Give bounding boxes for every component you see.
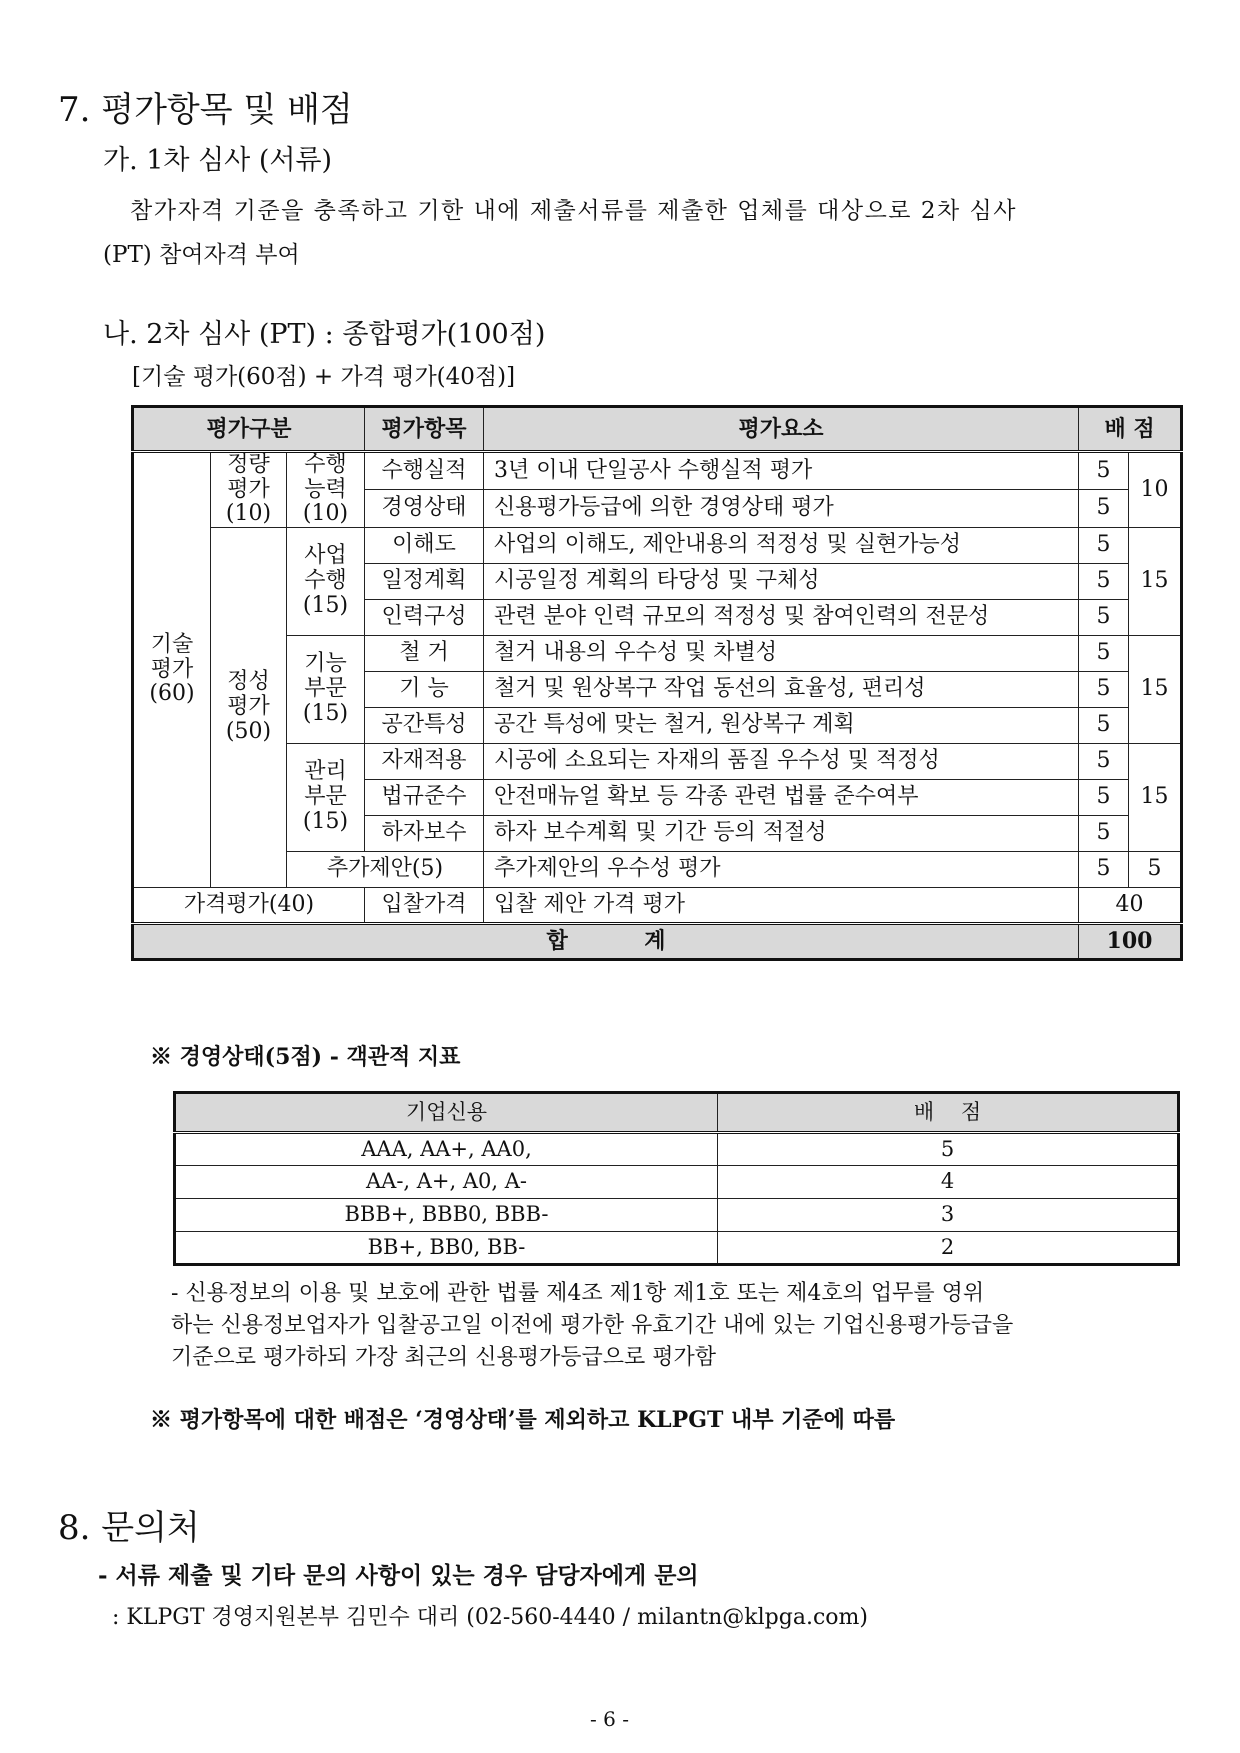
score-cell: 5 [1079, 671, 1129, 707]
scoring-note: ※ 평가항목에 대한 배점은 ‘경영상태’를 제외하고 KLPGT 내부 기준에 따름 [150, 1407, 896, 1433]
score-cell: 5 [1079, 851, 1129, 887]
element-cell: 입찰 제안 가격 평가 [484, 887, 1079, 923]
score-cell: 5 [1079, 563, 1129, 599]
group-total-cell: 15 [1129, 527, 1182, 635]
credit-score-cell: 5 [718, 1133, 1179, 1166]
element-cell: 관련 분야 인력 규모의 적정성 및 참여인력의 전문성 [484, 599, 1079, 635]
credit-desc-line2: 하는 신용정보업자가 입찰공고일 이전에 평가한 유효기간 내에 있는 기업신용평가등급을 [171, 1313, 1014, 1338]
credit-row [175, 1133, 1179, 1166]
mgmt-cell: 관리 부문 (15) [287, 743, 365, 851]
total-row [133, 923, 1182, 959]
extra-label-cell: 추가제안(5) [287, 851, 484, 887]
element-cell: 안전매뉴얼 확보 등 각종 관련 법률 준수여부 [484, 779, 1079, 815]
element-cell: 하자 보수계획 및 기간 등의 적절성 [484, 815, 1079, 851]
table-row [133, 635, 1182, 671]
credit-desc-line1: - 신용정보의 이용 및 보호에 관한 법률 제4조 제1항 제1호 또는 제4호의 업무를 영위 [171, 1281, 985, 1306]
score-cell: 5 [1079, 707, 1129, 743]
credit-row [175, 1199, 1179, 1232]
evaluation-table [131, 405, 1183, 961]
score-cell: 5 [1079, 815, 1129, 851]
credit-header-score: 배 점 [718, 1093, 1179, 1133]
perf-ability-cell: 수행 능력 (10) [287, 452, 365, 528]
credit-rating-cell: BBB+, BBB0, BBB- [175, 1199, 718, 1232]
header-score: 배 점 [1079, 407, 1182, 452]
item-cell: 자재적용 [365, 743, 484, 779]
credit-rating-cell: BB+, BB0, BB- [175, 1232, 718, 1265]
item-cell: 수행실적 [365, 452, 484, 490]
credit-row [175, 1166, 1179, 1199]
score-cell: 5 [1079, 527, 1129, 563]
item-cell: 하자보수 [365, 815, 484, 851]
credit-score-cell: 2 [718, 1232, 1179, 1265]
group-total-cell: 5 [1129, 851, 1182, 887]
section-8-title: 8. 문의처 [58, 1508, 200, 1548]
subsection-a-text-line1: 참가자격 기준을 충족하고 기한 내에 제출서류를 제출한 업체를 대상으로 2차 심사 [130, 198, 1017, 224]
header-element: 평가요소 [484, 407, 1079, 452]
header-item: 평가항목 [365, 407, 484, 452]
element-cell: 공간 특성에 맞는 철거, 원상복구 계획 [484, 707, 1079, 743]
item-cell: 법규준수 [365, 779, 484, 815]
page-number: - 6 - [590, 1707, 629, 1731]
credit-row [175, 1232, 1179, 1265]
item-cell: 공간특성 [365, 707, 484, 743]
credit-header-rating: 기업신용 [175, 1093, 718, 1133]
score-cell: 5 [1079, 452, 1129, 490]
item-cell: 기 능 [365, 671, 484, 707]
credit-table [173, 1091, 1180, 1266]
credit-rating-cell: AAA, AA+, AA0, [175, 1133, 718, 1166]
total-score-cell: 100 [1079, 923, 1182, 959]
tech-eval-cell: 기술 평가 (60) [133, 452, 211, 888]
element-cell: 철거 내용의 우수성 및 차별성 [484, 635, 1079, 671]
header-category: 평가구분 [133, 407, 365, 452]
score-cell: 5 [1079, 779, 1129, 815]
subsection-a-text-line2: (PT) 참여자격 부여 [103, 242, 300, 268]
element-cell: 시공일정 계획의 타당성 및 구체성 [484, 563, 1079, 599]
element-cell: 추가제안의 우수성 평가 [484, 851, 1079, 887]
group-total-cell: 15 [1129, 635, 1182, 743]
score-cell: 5 [1079, 743, 1129, 779]
element-cell: 철거 및 원상복구 작업 동선의 효율성, 편리성 [484, 671, 1079, 707]
qual-eval-cell: 정성 평가 (50) [211, 527, 287, 887]
element-cell: 시공에 소요되는 자재의 품질 우수성 및 적정성 [484, 743, 1079, 779]
table-row [133, 743, 1182, 779]
contact-line1: - 서류 제출 및 기타 문의 사항이 있는 경우 담당자에게 문의 [98, 1562, 699, 1589]
credit-note-title: ※ 경영상태(5점) - 객관적 지표 [150, 1044, 461, 1070]
item-cell: 입찰가격 [365, 887, 484, 923]
credit-score-cell: 4 [718, 1166, 1179, 1199]
func-cell: 기능 부문 (15) [287, 635, 365, 743]
quant-eval-cell: 정량 평가 (10) [211, 452, 287, 528]
credit-score-cell: 3 [718, 1199, 1179, 1232]
score-cell: 5 [1079, 489, 1129, 527]
total-label-cell: 합 계 [133, 923, 1079, 959]
subsection-a-title: 가. 1차 심사 (서류) [103, 145, 333, 176]
table-header-row [133, 407, 1182, 452]
group-total-cell: 15 [1129, 743, 1182, 851]
item-cell: 경영상태 [365, 489, 484, 527]
element-cell: 3년 이내 단일공사 수행실적 평가 [484, 452, 1079, 490]
contact-line2: : KLPGT 경영지원본부 김민수 대리 (02-560-4440 / milantn@klpga.com) [112, 1605, 868, 1630]
table-row [133, 887, 1182, 923]
item-cell: 일정계획 [365, 563, 484, 599]
element-cell: 사업의 이해도, 제안내용의 적정성 및 실현가능성 [484, 527, 1079, 563]
credit-desc-line3: 기준으로 평가하되 가장 최근의 신용평가등급으로 평가함 [171, 1345, 717, 1370]
subsection-b-title: 나. 2차 심사 (PT) : 종합평가(100점) [103, 319, 546, 350]
credit-header-row [175, 1093, 1179, 1133]
element-cell: 신용평가등급에 의한 경영상태 평가 [484, 489, 1079, 527]
credit-rating-cell: AA-, A+, A0, A- [175, 1166, 718, 1199]
item-cell: 이해도 [365, 527, 484, 563]
group-total-cell: 10 [1129, 452, 1182, 528]
table-row [133, 527, 1182, 563]
score-cell: 40 [1079, 887, 1182, 923]
subsection-b-note: [기술 평가(60점) + 가격 평가(40점)] [132, 364, 516, 390]
item-cell: 인력구성 [365, 599, 484, 635]
item-cell: 철 거 [365, 635, 484, 671]
biz-cell: 사업 수행 (15) [287, 527, 365, 635]
score-cell: 5 [1079, 599, 1129, 635]
table-row [133, 851, 1182, 887]
score-cell: 5 [1079, 635, 1129, 671]
table-row [133, 452, 1182, 490]
price-label-cell: 가격평가(40) [133, 887, 365, 923]
section-7-title: 7. 평가항목 및 배점 [58, 90, 353, 130]
